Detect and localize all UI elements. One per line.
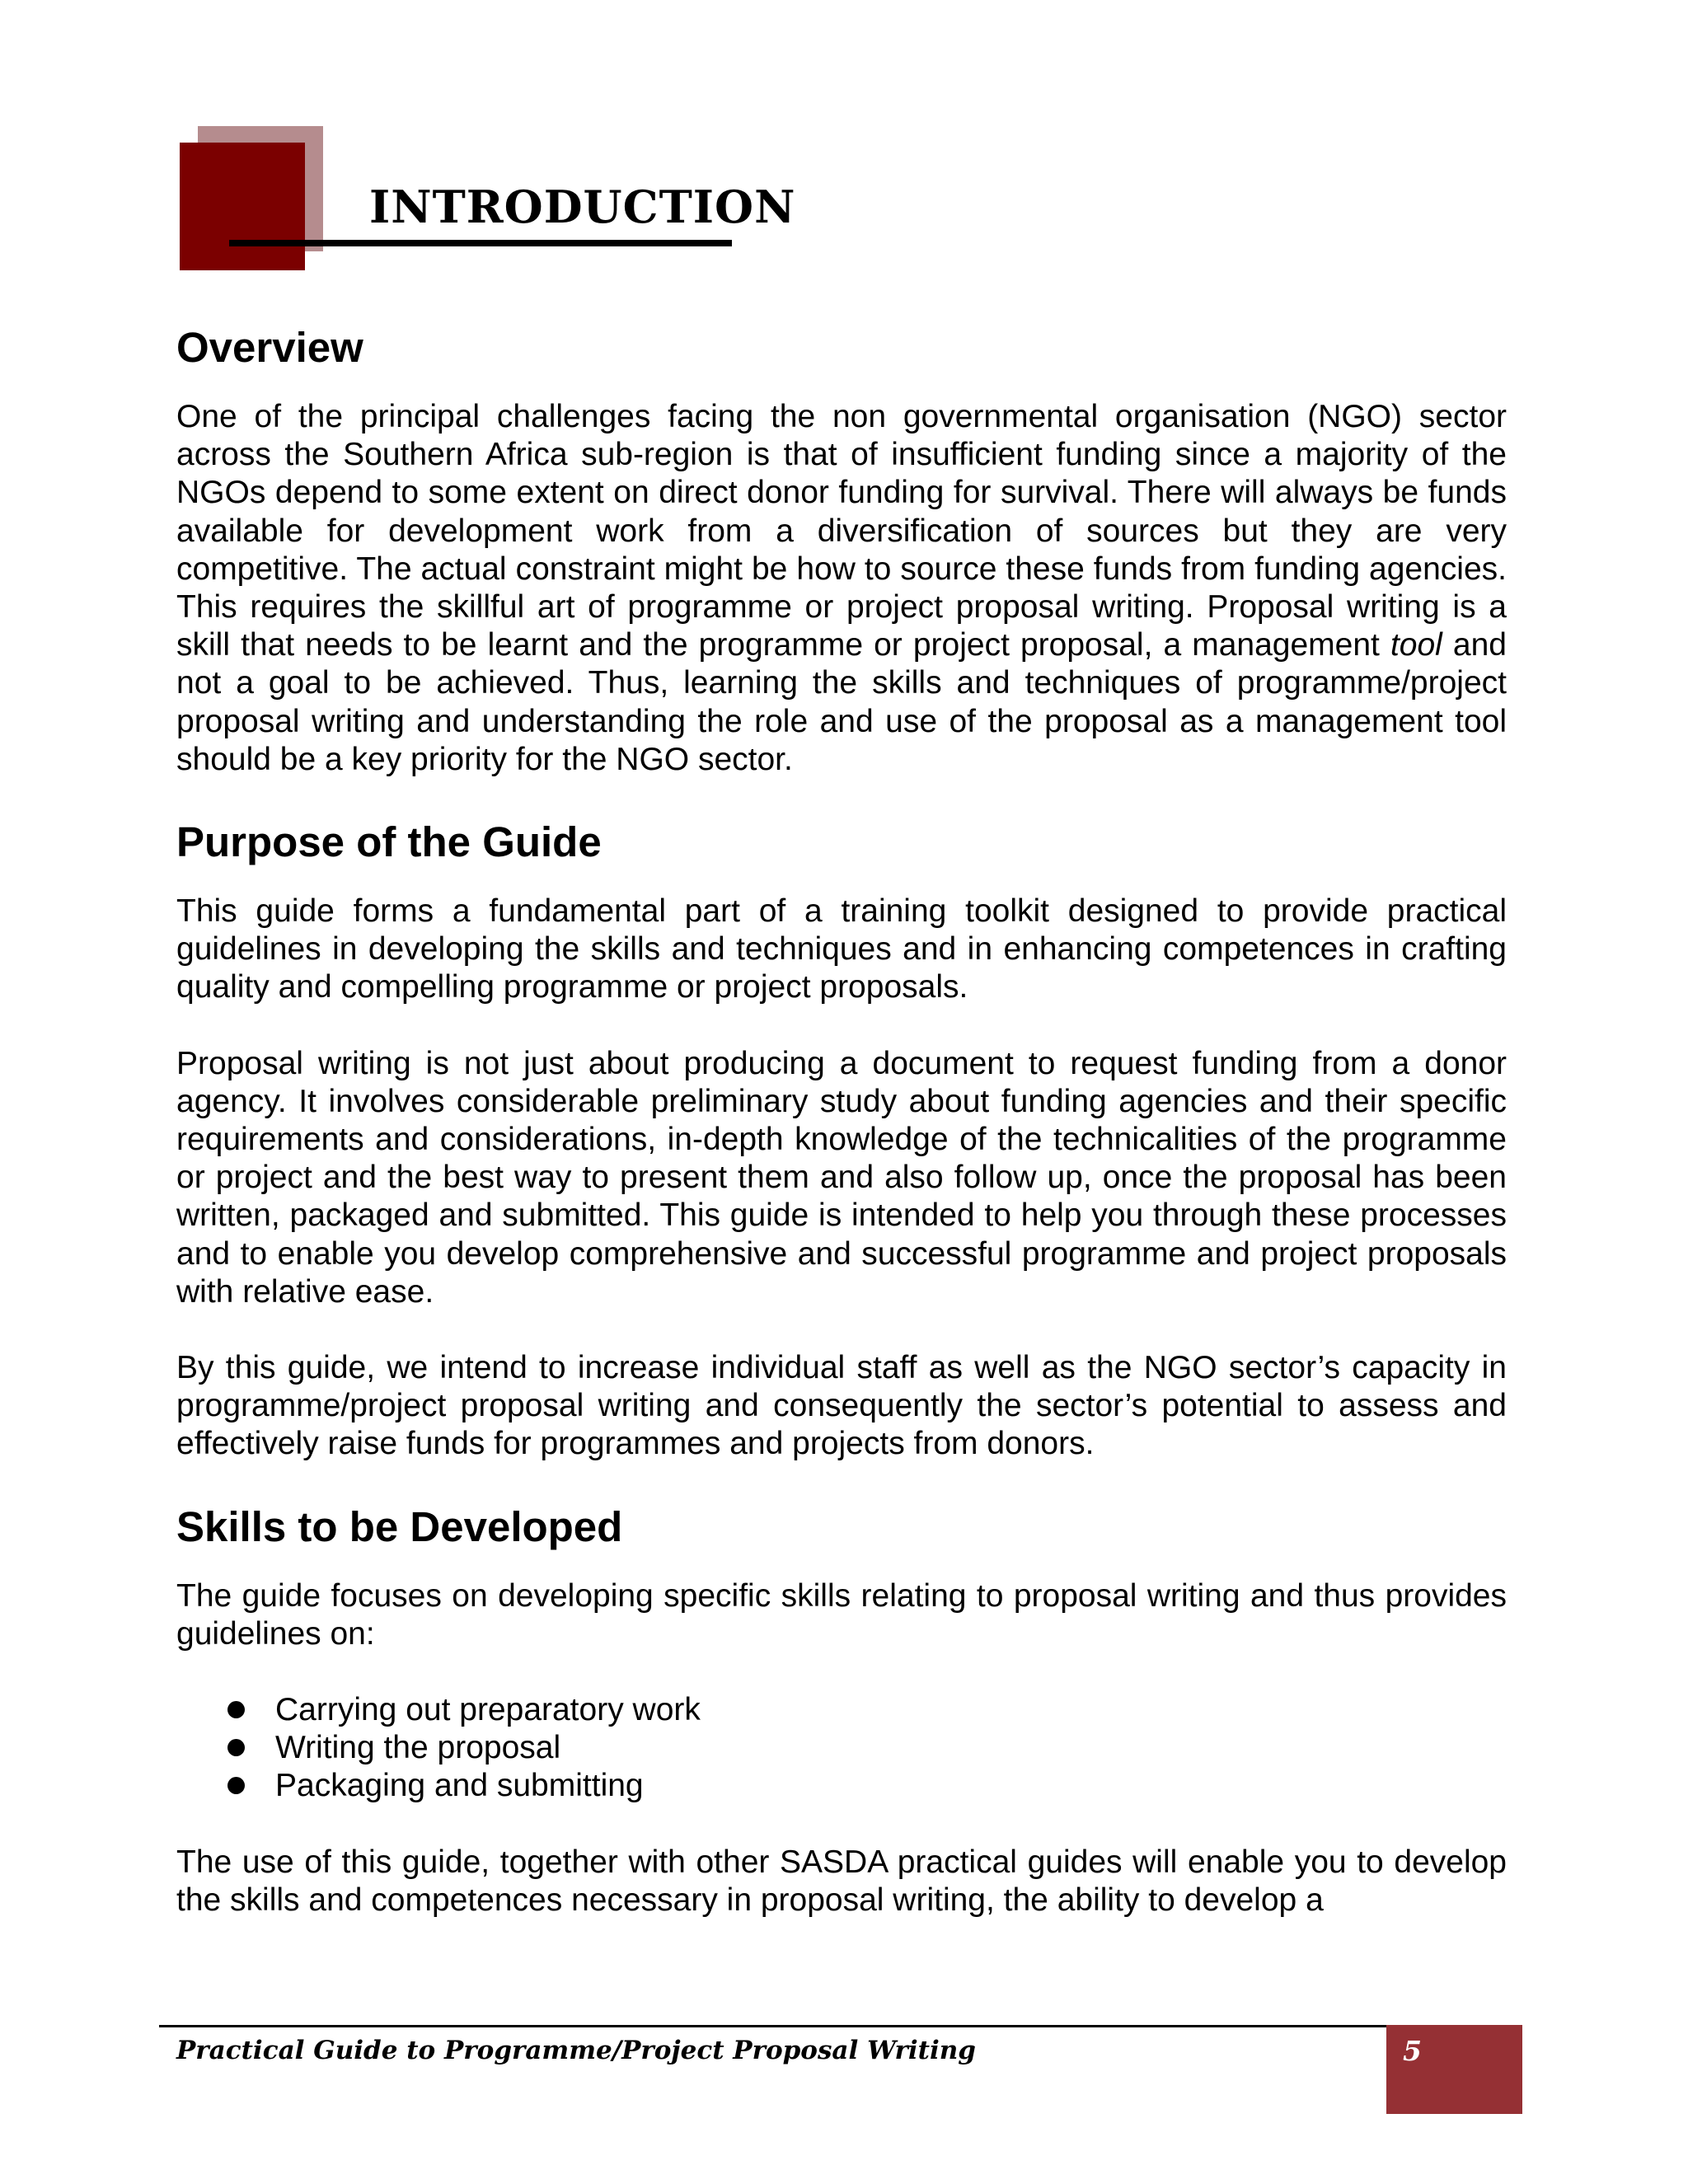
title-underline: [229, 240, 732, 246]
skills-paragraph-2: The use of this guide, together with other SASDA practical guides will enable you to develop the skills and competences necessary in proposal writing, the ability to develop a: [176, 1844, 1507, 1918]
purpose-paragraph-3: By this guide, we intend to increase individual staff as well as the NGO sector’s capacity in programme/project proposal writing and consequently the sector’s potential to assess and effectively raise funds for programmes and projects from donors.: [176, 1350, 1507, 1462]
bullet-icon: [227, 1777, 245, 1794]
purpose-paragraph-2: Proposal writing is not just about producing a document to request funding from a donor agency. It involves considerable preliminary study about funding agencies and their specific requirements and considerations, in-depth knowledge of the technicalities of the programme or project and the best way to present them and also follow up, once the proposal has been written, packaged and submitted. This guide is intended to help you through these processes and to enable you develop comprehensive and successful programme and project proposals with relative ease.: [176, 1045, 1507, 1310]
skills-paragraph-1: The guide focuses on developing specific skills relating to proposal writing and thus provides guidelines on:: [176, 1577, 1507, 1652]
skills-list: [176, 1691, 1507, 1806]
section-heading-overview: Overview: [176, 324, 363, 371]
section-heading-purpose: Purpose of the Guide: [176, 818, 602, 866]
overview-paragraph: One of the principal challenges facing the non governmental organisation (NGO) sector across the Southern Africa sub-region is that of insufficient funding since a majority of the NGOs depend to some extent on direct donor funding for survival. There will always be funds available for development work from a diversification of sources but they are very competitive. The actual constraint might be how to source these funds from funding agencies. This requires the skillful art of programme or project proposal writing. Proposal writing is a skill that needs to be learnt and the programme or project proposal, a management tool and not a goal to be achieved. Thus, learning the skills and techniques of programme/project proposal writing and understanding the role and use of the proposal as a management tool should be a key priority for the NGO sector.: [176, 399, 1507, 777]
bullet-icon: [227, 1739, 245, 1756]
bullet-icon: [227, 1701, 245, 1718]
list-item: Carrying out preparatory work: [227, 1691, 1507, 1729]
footer-title: Practical Guide to Programme/Project Proposal Writing: [176, 2036, 976, 2065]
chapter-title: INTRODUCTION: [369, 180, 796, 233]
purpose-paragraph-1: This guide forms a fundamental part of a training toolkit designed to provide practical guidelines in developing the skills and techniques and in enhancing competences in crafting quality and compelling programme or project proposals.: [176, 893, 1507, 1005]
list-item: Packaging and submitting: [227, 1767, 1507, 1805]
section-heading-skills: Skills to be Developed: [176, 1502, 623, 1550]
list-item: Writing the proposal: [227, 1729, 1507, 1767]
page-number: 5: [1403, 2035, 1422, 2067]
main-content: [176, 317, 1507, 1919]
title-decoration-front: [180, 143, 305, 270]
footer-rule: [159, 2025, 1387, 2027]
page-number-box: [1386, 2025, 1522, 2114]
